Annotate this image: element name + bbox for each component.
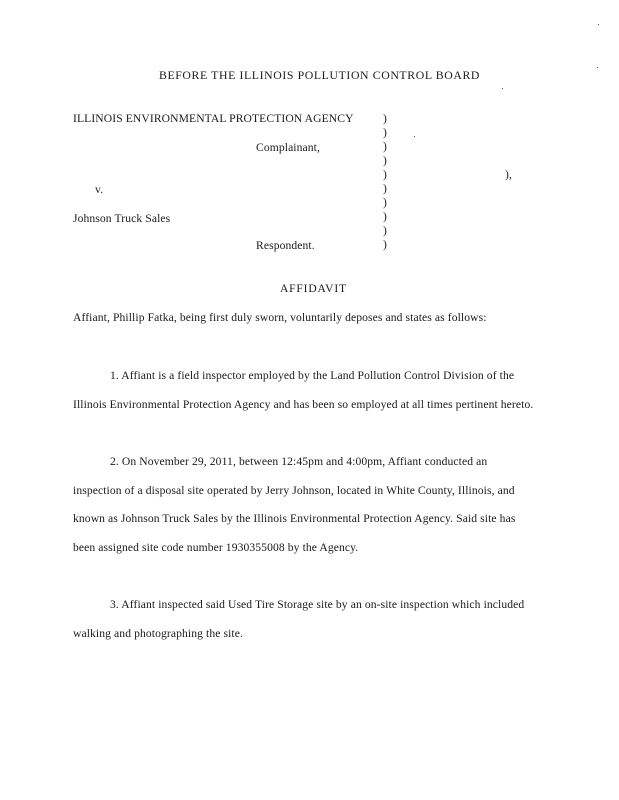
affidavit-heading: AFFIDAVIT (280, 282, 347, 295)
versus-label: v. (95, 183, 104, 196)
paragraph-1-line: Illinois Environmental Protection Agency and has been so employed at all times pertinent hereto. (73, 398, 534, 411)
caption-paren: ) (383, 168, 387, 181)
paragraph-3-line: walking and photographing the site. (73, 627, 243, 640)
case-number-suffix: ), (505, 168, 512, 181)
caption-paren: ) (383, 182, 387, 195)
paragraph-2-line: 2. On November 29, 2011, between 12:45pm and 4:00pm, Affiant conducted an (110, 455, 488, 468)
board-title: BEFORE THE ILLINOIS POLLUTION CONTROL BOARD (159, 68, 481, 82)
scan-speck (502, 88, 503, 89)
scan-speck (598, 24, 599, 25)
caption-paren: ) (383, 196, 387, 209)
respondent-name: Johnson Truck Sales (73, 212, 171, 225)
paragraph-2-line: known as Johnson Truck Sales by the Illinois Environmental Protection Agency. Said site has (73, 512, 516, 525)
paragraph-3-line: 3. Affiant inspected said Used Tire Storage site by an on-site inspection which included (110, 598, 525, 611)
caption-paren: ) (383, 154, 387, 167)
complainant-name: ILLINOIS ENVIRONMENTAL PROTECTION AGENCY (73, 112, 354, 125)
caption-paren: ) (383, 112, 387, 125)
scan-speck (414, 136, 415, 137)
complainant-role: Complainant, (256, 141, 320, 154)
caption-paren: ) (383, 224, 387, 237)
paragraph-2-line: been assigned site code number 1930355008 by the Agency. (73, 541, 359, 554)
caption-paren: ) (383, 140, 387, 153)
caption-paren: ) (383, 238, 387, 251)
paragraph-2-line: inspection of a disposal site operated by Jerry Johnson, located in White County, Illinois, and (73, 484, 515, 497)
intro-statement: Affiant, Phillip Fatka, being first duly sworn, voluntarily deposes and states as follows: (73, 311, 487, 324)
paragraph-1-line: 1. Affiant is a field inspector employed by the Land Pollution Control Division of the (110, 369, 515, 382)
caption-paren: ) (383, 210, 387, 223)
respondent-role: Respondent. (256, 239, 315, 252)
caption-paren: ) (383, 126, 387, 139)
scan-speck (597, 67, 598, 68)
